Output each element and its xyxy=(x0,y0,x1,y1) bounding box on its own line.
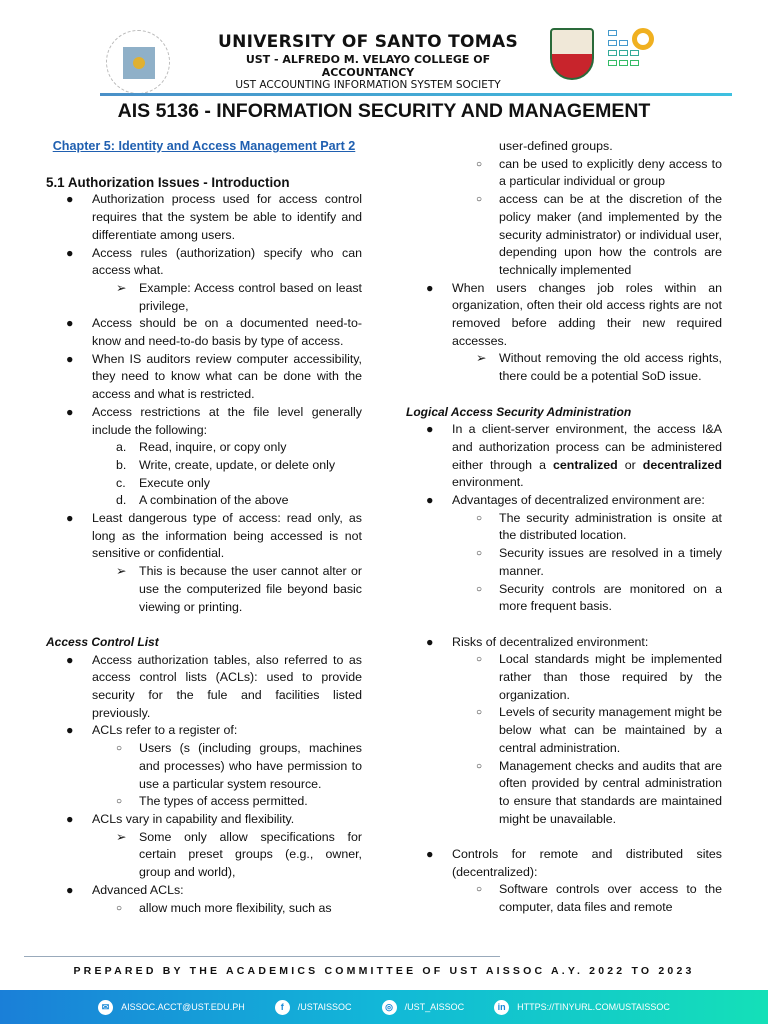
spacer xyxy=(406,616,722,634)
item-text: Some only allow specifications for certain preset groups (e.g., owner, group and world), xyxy=(139,829,362,880)
item-text: Authorization process used for access control requires that the system be able to identify and differentiate among users. xyxy=(92,192,362,242)
item-text: access can be at the discretion of the policy maker (and implemented by the security administrator) or individual user, depending upon how the controls are technically implemented xyxy=(499,192,722,277)
list-item-circle xyxy=(406,881,722,916)
item-text: 5.1 Authorization Issues - Introduction xyxy=(46,174,290,190)
list-item-bullet xyxy=(46,882,362,900)
circle-marker-icon: ○ xyxy=(116,743,123,755)
bullet-marker-icon: ● xyxy=(426,422,434,437)
list-item-bullet xyxy=(46,404,362,439)
list-item-circle xyxy=(406,758,722,829)
footer-link-text: AISSOC.ACCT@UST.EDU.PH xyxy=(121,1002,245,1012)
facebook-icon: f xyxy=(275,1000,290,1015)
footer-divider xyxy=(24,956,500,957)
circle-marker-icon: ○ xyxy=(476,707,483,719)
bullet-marker-icon: ● xyxy=(426,634,434,649)
list-item-circle xyxy=(46,740,362,793)
item-text: Access restrictions at the file level generally include the following: xyxy=(92,404,362,437)
item-text: Software controls over access to the computer, data files and remote xyxy=(499,882,722,915)
list-item-circle xyxy=(406,704,722,757)
bullet-marker-icon: ● xyxy=(66,652,74,667)
bullet-marker-icon: ● xyxy=(66,351,74,366)
header-divider xyxy=(100,93,732,96)
circle-marker-icon: ○ xyxy=(476,884,483,896)
item-text: Security issues are resolved in a timely manner. xyxy=(499,546,722,578)
list-item-alpha xyxy=(46,492,362,510)
item-text: Users (s (including groups, machines and processes) who have permission to use a particular system resource. xyxy=(139,741,362,791)
list-item-circle xyxy=(406,191,722,280)
list-item-bullet xyxy=(406,634,722,652)
circle-marker-icon: ○ xyxy=(116,902,123,914)
spacer xyxy=(406,828,722,846)
subsection-heading xyxy=(46,634,362,652)
footer-link-text: HTTPS://TINYURL.COM/USTAISSOC xyxy=(517,1002,670,1012)
linkedin-icon: in xyxy=(494,1000,509,1015)
bullet-marker-icon: ● xyxy=(66,511,74,526)
list-item-bullet xyxy=(406,280,722,351)
list-item-bullet xyxy=(406,421,722,492)
list-item-circle xyxy=(406,510,722,545)
item-text: Advanced ACLs: xyxy=(92,882,184,897)
item-text: The types of access permitted. xyxy=(139,794,308,809)
circle-marker-icon: ○ xyxy=(476,760,483,772)
item-text: user-defined groups. xyxy=(499,139,613,153)
circle-marker-icon: ○ xyxy=(476,654,483,666)
item-text: Logical Access Security Administration xyxy=(406,404,632,419)
list-item-bullet xyxy=(406,492,722,510)
list-item-bullet xyxy=(46,811,362,829)
item-text: Execute only xyxy=(139,475,210,490)
bullet-marker-icon: ● xyxy=(66,404,74,419)
list-letter: d. xyxy=(116,493,127,508)
item-text: Access Control List xyxy=(46,634,159,649)
item-text: Controls for remote and distributed sites (decentralized): xyxy=(452,847,722,879)
list-item-bullet xyxy=(46,245,362,280)
list-item-arrow xyxy=(406,350,722,385)
item-text: allow much more flexibility, such as xyxy=(139,900,332,915)
ust-seal-logo xyxy=(106,30,170,94)
arrow-marker-icon: ➢ xyxy=(116,280,127,295)
item-text: Local standards might be implemented rather than those required by the organization. xyxy=(499,652,722,702)
course-title: AIS 5136 - INFORMATION SECURITY AND MANAGEMENT xyxy=(117,100,651,122)
subsection-heading xyxy=(406,404,722,422)
item-text: Access authorization tables, also referred to as access control lists (ACLs): used to provide security for the fule and facilities listed previously. xyxy=(92,652,362,720)
item-text: Without removing the old access rights, there could be a potential SoD issue. xyxy=(499,351,722,384)
arrow-marker-icon: ➢ xyxy=(476,351,487,366)
circle-marker-icon: ○ xyxy=(476,158,483,170)
list-item-circle xyxy=(406,156,722,191)
item-text: can be used to explicitly deny access to a particular individual or group xyxy=(499,156,722,189)
list-item-arrow xyxy=(46,280,362,315)
circle-marker-icon: ○ xyxy=(476,194,483,206)
list-item-bullet xyxy=(46,191,362,244)
list-item-circle xyxy=(46,793,362,811)
footer-link-text: /USTAISSOC xyxy=(297,1002,352,1012)
item-text: Levels of security management might be below what can be maintained by a central administration. xyxy=(499,705,722,755)
list-item-circle xyxy=(46,900,362,918)
list-letter: b. xyxy=(116,457,127,472)
bullet-marker-icon: ● xyxy=(66,882,74,897)
list-letter: c. xyxy=(116,475,126,490)
list-item-bullet xyxy=(406,846,722,881)
text-segment: decentralized xyxy=(642,457,722,472)
list-item-arrow xyxy=(46,563,362,616)
bullet-marker-icon: ● xyxy=(66,245,74,260)
list-item-arrow xyxy=(46,829,362,882)
footer-link[interactable] xyxy=(275,1000,352,1015)
item-text: ACLs refer to a register of: xyxy=(92,723,238,738)
list-item-circle xyxy=(406,651,722,704)
college-name: UST - ALFREDO M. VELAYO COLLEGE OF ACCOUNTANCY xyxy=(245,53,491,79)
list-item-bullet xyxy=(46,315,362,350)
text-segment: In a client-server environment, the access I&A and authorization process can be administered either through a xyxy=(452,422,722,472)
left-column xyxy=(46,138,362,917)
circle-marker-icon: ○ xyxy=(476,583,483,595)
bullet-marker-icon: ● xyxy=(426,847,434,862)
bullet-marker-icon: ● xyxy=(66,316,74,331)
item-text: Least dangerous type of access: read only, as long as the information being accessed is not sensitive or confidential. xyxy=(92,511,362,561)
item-text: Advantages of decentralized environment are: xyxy=(452,493,705,508)
item-text: Chapter 5: Identity and Access Management Part 2 xyxy=(52,139,356,153)
item-text: Example: Access control based on least privilege, xyxy=(139,280,362,313)
text-segment: environment. xyxy=(452,475,524,490)
item-text: When IS auditors review computer accessibility, they need to know what can be done with the access and what is restricted. xyxy=(92,351,362,402)
bullet-marker-icon: ● xyxy=(426,493,434,508)
circle-marker-icon: ○ xyxy=(476,512,483,524)
bullet-marker-icon: ● xyxy=(66,812,74,826)
list-item-circle xyxy=(406,581,722,616)
text-segment: or xyxy=(617,457,643,472)
society-name: UST ACCOUNTING INFORMATION SYSTEM SOCIETY xyxy=(235,79,501,91)
list-item-bullet xyxy=(46,510,362,563)
list-item-alpha xyxy=(46,457,362,475)
section-heading xyxy=(46,174,362,192)
circle-marker-icon: ○ xyxy=(476,548,483,560)
list-item-bullet xyxy=(46,722,362,740)
chapter-link[interactable] xyxy=(46,138,362,156)
item-text: Risks of decentralized environment: xyxy=(452,634,649,649)
bullet-marker-icon: ● xyxy=(66,723,74,738)
footer-link[interactable] xyxy=(494,1000,670,1015)
spacer xyxy=(406,386,722,404)
item-text: The security administration is onsite at the distributed location. xyxy=(499,510,722,543)
footer-link-text: /UST_AISSOC xyxy=(404,1002,465,1012)
item-text: Access should be on a documented need-to-know and need-to-do basis by type of access. xyxy=(92,316,362,349)
letterhead xyxy=(200,32,536,91)
aissoc-logo xyxy=(608,26,654,82)
instagram-icon: ◎ xyxy=(382,1000,397,1015)
list-letter: a. xyxy=(116,440,127,455)
prepared-by: PREPARED BY THE ACADEMICS COMMITTEE OF UST AISSOC A.Y. 2022 TO 2023 xyxy=(73,965,695,977)
arrow-marker-icon: ➢ xyxy=(116,564,127,579)
bullet-marker-icon: ● xyxy=(426,280,434,295)
bullet-marker-icon: ● xyxy=(66,192,74,207)
university-name: UNIVERSITY OF SANTO TOMAS xyxy=(217,32,519,52)
item-text: ACLs vary in capability and flexibility. xyxy=(92,812,295,826)
circle-marker-icon: ○ xyxy=(116,796,123,808)
list-item-bullet xyxy=(46,351,362,404)
item-text: Write, create, update, or delete only xyxy=(139,457,336,472)
item-text: Access rules (authorization) specify who can access what. xyxy=(92,245,362,278)
spacer xyxy=(46,616,362,634)
item-text: Security controls are monitored on a more frequent basis. xyxy=(499,581,722,614)
item-text: Read, inquire, or copy only xyxy=(139,440,287,455)
list-item-bullet xyxy=(46,652,362,723)
item-text: When users changes job roles within an organization, often their old access rights are not removed before adding their new required accesses. xyxy=(452,280,722,348)
footer-link[interactable] xyxy=(382,1000,465,1015)
list-item-alpha xyxy=(46,475,362,493)
item-text: A combination of the above xyxy=(139,493,289,508)
arrow-marker-icon: ➢ xyxy=(116,829,127,844)
right-column xyxy=(406,138,722,917)
footer-link[interactable] xyxy=(98,1000,245,1015)
item-text: Management checks and audits that are often provided by central administration to ensure that standards are maintained might be unavailable. xyxy=(499,758,722,826)
footer-bar xyxy=(0,990,768,1024)
email-icon: ✉ xyxy=(98,1000,113,1015)
list-item-circle xyxy=(406,138,722,156)
college-crest-logo xyxy=(550,28,594,80)
list-item-alpha xyxy=(46,439,362,457)
item-text: This is because the user cannot alter or use the computerized file beyond basic viewing or printing. xyxy=(139,564,362,614)
list-item-circle xyxy=(406,545,722,580)
text-segment: centralized xyxy=(552,457,618,472)
